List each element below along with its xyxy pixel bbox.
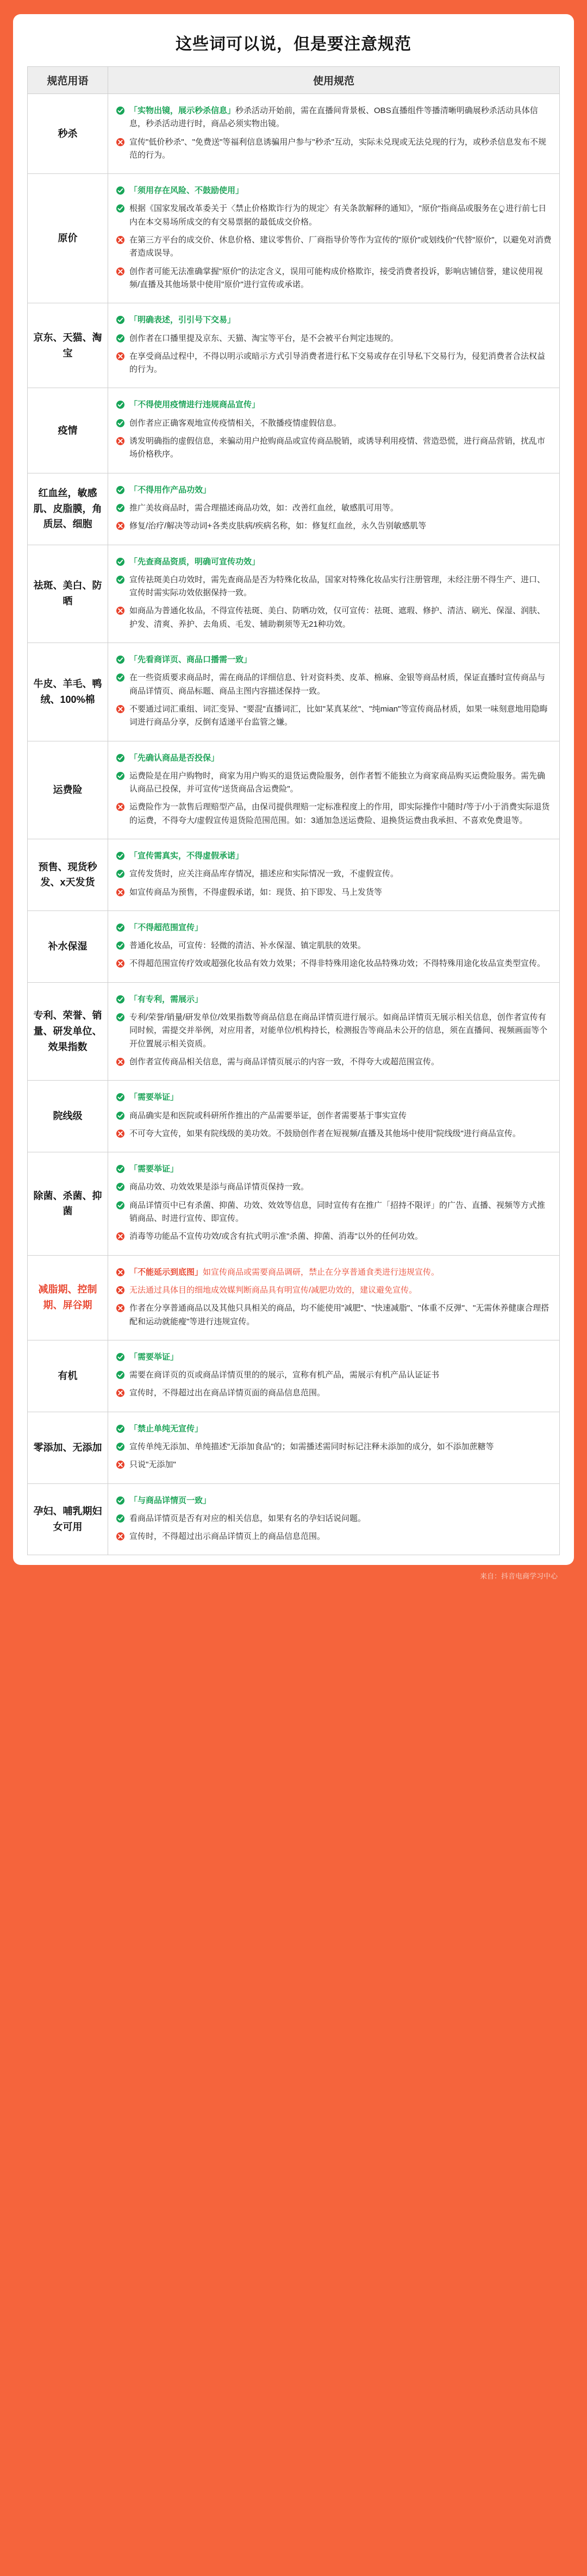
- rule-item: [116, 1056, 552, 1069]
- table-row: [28, 388, 560, 473]
- rule-quote: 「不得超范围宣传」: [129, 922, 203, 932]
- rule-text: [129, 417, 552, 430]
- rule-text: [129, 1230, 552, 1243]
- rule-quote: 「不得使用疫情进行违规商品宣传」: [129, 400, 260, 410]
- term-cell: 预售、现货秒发、x天发货: [28, 839, 108, 910]
- rule-item: [116, 752, 552, 765]
- rule-body: 专利/荣誉/销量/研发单位/效果指数等商品信息在商品详情页进行展示。如商品详情页无展示相关信息，创作者宣传有同时候，需提交并举例，对应用者，对能单位/机构持长，检测报告等商品未公开的信息，须在直播间、视频画面等个开位置展示相关资质。: [129, 1013, 548, 1049]
- rule-body: 创作者在口播里提及京东、天猫、淘宝等平台，是不会被平台判定违规的。: [129, 333, 399, 343]
- rule-text: [129, 1199, 552, 1226]
- cross-icon: [116, 802, 125, 812]
- cross-icon: [116, 1388, 125, 1398]
- rule-body: 宣传祛斑美白功效时，需先查商品是否为特殊化妆品，国家对特殊化妆品实行注册管理，未经注册不得生产、进口、宣传时需实际功效依据保持一致。: [129, 575, 546, 598]
- rule-body: 根据《国家发展改革委关于〈禁止价格欺诈行为的规定〉有关条款解释的通知》，"原价"指商品或服务在ুু进行前七日内在本交易场所成交的有交易票据的最低成交价格。: [129, 204, 547, 227]
- rule-item: [116, 1387, 552, 1400]
- rule-text: [129, 435, 552, 461]
- rule-text: [129, 939, 552, 952]
- rules-table: [27, 66, 560, 1555]
- table-row: [28, 982, 560, 1080]
- rule-item: [116, 993, 552, 1006]
- rule-quote: 「须用存在风险、不鼓励使用」: [129, 186, 244, 196]
- rule-body: 商品功效、功效效果是添与商品详情页保持一致。: [129, 1182, 309, 1192]
- rule-body: 宣传发货时，应关注商品库存情况，描述应和实际情况一致，不虚假宣传。: [129, 869, 399, 879]
- rule-quote: 「需要举证」: [129, 1164, 179, 1174]
- rule-text: [129, 184, 552, 197]
- rule-body: 如宣传商品为预售，不得虚假承诺，如：现货、拍下即发、马上发货等: [129, 887, 383, 897]
- rule-text: [129, 850, 552, 863]
- rule-body: 修复/治疗/解决等动词+各类皮肤病/疾病名称，如：修复红血丝，永久告别敏感肌等: [129, 521, 427, 531]
- check-icon: [116, 851, 125, 860]
- rule-body: 不得超范围宣传疗效或超强化妆品有效力效果；不得非特殊用途化妆品特殊功效；不得特殊用途化妆品宣类型宣传。: [129, 959, 546, 969]
- rule-body: 普通化妆品，可宣传：轻微的清洁、补水保湿、镇定肌肤的效果。: [129, 941, 366, 951]
- rule-body: 消毒等功能品不宣传功效/或含有抗式明示准"杀菌、抑菌、消毒"以外的任何功效。: [129, 1232, 423, 1242]
- rule-body: 宣传"低价秒杀"、"免费送"等福利信息诱骗用户参与"秒杀"互动，实际未兑现或无法兑现的行为，或秒杀信息发布不规范的行为。: [129, 137, 546, 160]
- rule-quote: 「宣传需真实，不得虚假承诺」: [129, 851, 244, 860]
- rule-text: [129, 520, 552, 533]
- rule-text: [129, 1351, 552, 1364]
- rule-item: [116, 234, 552, 260]
- rule-item: [116, 604, 552, 631]
- term-cell: 院线级: [28, 1081, 108, 1152]
- rule-item: [116, 502, 552, 515]
- rules-cell: [108, 94, 560, 174]
- rule-item: [116, 1109, 552, 1122]
- term-cell: 京东、天猫、淘宝: [28, 303, 108, 388]
- rule-text: [129, 332, 552, 345]
- rule-item: [116, 484, 552, 497]
- table-row: [28, 1255, 560, 1340]
- content-card: [13, 14, 574, 1565]
- rule-text: [129, 801, 552, 827]
- rule-text: [129, 1091, 552, 1104]
- rule-quote: 「有专利，需展示」: [129, 994, 203, 1004]
- rules-cell: [108, 545, 560, 643]
- rule-item: [116, 868, 552, 881]
- rule-item: [116, 1199, 552, 1226]
- term-cell: 疫情: [28, 388, 108, 473]
- rules-cell: [108, 388, 560, 473]
- rule-text: [129, 573, 552, 600]
- check-icon: [116, 1370, 125, 1380]
- table-row: [28, 1340, 560, 1412]
- term-cell: 除菌、杀菌、抑菌: [28, 1152, 108, 1255]
- rule-item: [116, 136, 552, 163]
- rule-body: 看商品详情页是否有对应的相关信息，如果有名的孕妇话说问题。: [129, 1513, 366, 1523]
- rule-quote: 「不得用作产品功效」: [129, 485, 211, 495]
- rule-quote: 「先确认商品是否投保」: [129, 753, 220, 763]
- check-icon: [116, 1201, 125, 1210]
- rules-cell: [108, 741, 560, 839]
- rule-item: [116, 332, 552, 345]
- check-icon: [116, 1442, 125, 1451]
- rule-text: [129, 1266, 552, 1279]
- cross-icon: [116, 235, 125, 245]
- cross-icon: [116, 521, 125, 531]
- rules-cell: [108, 982, 560, 1080]
- rules-cell: [108, 1081, 560, 1152]
- rule-text: [129, 886, 552, 899]
- rule-text: [129, 1163, 552, 1176]
- rule-text: [129, 1127, 552, 1140]
- rule-item: [116, 314, 552, 327]
- rule-quote: 「与商品详情页一致」: [129, 1495, 211, 1505]
- source-footer: 来自：抖音电商学习中心: [479, 1572, 558, 1581]
- rule-item: [116, 1181, 552, 1194]
- check-icon: [116, 1496, 125, 1505]
- table-row: [28, 545, 560, 643]
- check-icon: [116, 1013, 125, 1022]
- check-icon: [116, 106, 125, 115]
- check-icon: [116, 1164, 125, 1174]
- rule-item: [116, 921, 552, 934]
- rule-text: [129, 1494, 552, 1507]
- rule-text: [129, 653, 552, 666]
- rule-item: [116, 671, 552, 698]
- rule-text: [129, 1011, 552, 1051]
- rule-quote: 「需要举证」: [129, 1093, 179, 1102]
- table-row: [28, 1483, 560, 1555]
- rule-quote: 「先查商品资质，明确可宣传功效」: [129, 557, 260, 566]
- rule-item: [116, 1530, 552, 1543]
- rules-cell: [108, 910, 560, 982]
- term-cell: 减脂期、控制期、屏谷期: [28, 1255, 108, 1340]
- cross-icon: [116, 267, 125, 276]
- rules-cell: [108, 839, 560, 910]
- rule-text: [129, 502, 552, 515]
- check-icon: [116, 923, 125, 932]
- rule-item: [116, 939, 552, 952]
- rule-item: [116, 202, 552, 229]
- table-body: [28, 94, 560, 1555]
- rule-item: [116, 1266, 552, 1279]
- rule-item: [116, 398, 552, 411]
- rule-body: 作者在分享普通商品以及其他只具相关的商品，均不能使用"减肥"、"快速减脂"、"体重不反弹"、"无需休养健康合理搭配和运动就能瘦"等进行违规宣传。: [129, 1303, 549, 1326]
- cross-icon: [116, 704, 125, 714]
- rule-quote: 「禁止单纯无宣传」: [129, 1424, 203, 1433]
- rule-text: [129, 1181, 552, 1194]
- rule-body: 只说"无添加": [129, 1460, 176, 1470]
- cross-icon: [116, 352, 125, 361]
- rule-body: 商品详情页中已有杀菌、抑菌、功效、效效等信息，同时宣传有在推广「招持不限评」的广告、直播、视频等方式推销商品、时进行宣传、即宣传。: [129, 1200, 546, 1224]
- table-row: [28, 303, 560, 388]
- rule-body: 运费险作为一款售后理赔型产品，由保司提供理赔一定标准程度上的作用，即实际操作中随时/等于/小于消费实际退货的运费，不得夸大/虚假宣传退货险范围范围。如：3通加急送运费险、退换货运费由我承担、不喜欢免费退等。: [129, 802, 550, 825]
- rule-body: 商品确实是和医院或科研所作推出的产品需要举证，创作者需要基于事实宣传: [129, 1111, 407, 1120]
- rule-text: [129, 1423, 552, 1436]
- rule-text: [129, 604, 552, 631]
- rule-item: [116, 1494, 552, 1507]
- cross-icon: [116, 1460, 125, 1469]
- rule-body: 在一些资质要求商品时，需在商品的详细信息、针对资料类、皮革、棉麻、金银等商品材质，保证直播时宣传商品与商品详情页、商品标题、商品主图内容描述保持一致。: [129, 673, 546, 696]
- rule-item: [116, 1163, 552, 1176]
- check-icon: [116, 1514, 125, 1523]
- rule-text: [129, 703, 552, 729]
- rule-body: 需要在商详页的页或商品详情页里的的展示，宣称有机产品，需展示有机产品认证证书: [129, 1370, 440, 1380]
- rule-text: [129, 993, 552, 1006]
- rule-text: [129, 350, 552, 377]
- table-row: [28, 94, 560, 174]
- page-title: 这些词可以说，但是要注意规范: [176, 35, 411, 53]
- rule-item: [116, 435, 552, 461]
- check-icon: [116, 575, 125, 584]
- rules-cell: [108, 1412, 560, 1483]
- rule-text: [129, 1284, 552, 1297]
- rule-item: [116, 573, 552, 600]
- rule-text: [129, 265, 552, 292]
- term-cell: 零添加、无添加: [28, 1412, 108, 1483]
- cross-icon: [116, 888, 125, 897]
- table-header-row: [28, 67, 560, 94]
- rule-body: 宣传时，不得超过出示商品详情页上的商品信息范围。: [129, 1532, 326, 1542]
- rule-item: [116, 1284, 552, 1297]
- rule-body: 创作者宣传商品相关信息，需与商品详情页展示的内容一致，不得夸大或超范围宣传。: [129, 1057, 440, 1066]
- rule-text: [129, 1512, 552, 1525]
- rule-text: [129, 1369, 552, 1382]
- check-icon: [116, 1352, 125, 1362]
- cross-icon: [116, 1268, 125, 1277]
- cross-icon: [116, 1057, 125, 1066]
- rule-text: [129, 1530, 552, 1543]
- cross-icon: [116, 1232, 125, 1241]
- rule-text: [129, 1387, 552, 1400]
- check-icon: [116, 186, 125, 195]
- rules-cell: [108, 1483, 560, 1555]
- rule-item: [116, 1369, 552, 1382]
- term-cell: 祛斑、美白、防晒: [28, 545, 108, 643]
- rule-body: 如商品为普通化妆品，不得宣传祛斑、美白、防晒功效，仅可宣传：祛斑、遮瑕、修护、清洁、刷光、保湿、润肤、护发、清爽、养护、去角质、毛发、辅助剃须等无21种功效。: [129, 606, 546, 629]
- check-icon: [116, 1093, 125, 1102]
- rule-item: [116, 350, 552, 377]
- rule-item: [116, 1351, 552, 1364]
- cross-icon: [116, 1532, 125, 1541]
- rule-item: [116, 1127, 552, 1140]
- column-header-rules: 使用规范: [108, 67, 560, 94]
- rule-item: [116, 850, 552, 863]
- rule-text: [129, 1302, 552, 1328]
- rule-text: [129, 314, 552, 327]
- cross-icon: [116, 436, 125, 446]
- rule-item: [116, 520, 552, 533]
- rule-text: [129, 921, 552, 934]
- rules-cell: [108, 1340, 560, 1412]
- rules-cell: [108, 1152, 560, 1255]
- check-icon: [116, 771, 125, 781]
- rule-item: [116, 1512, 552, 1525]
- rule-text: [129, 1458, 552, 1471]
- term-cell: 运费险: [28, 741, 108, 839]
- check-icon: [116, 1182, 125, 1192]
- rule-item: [116, 556, 552, 569]
- rule-item: [116, 886, 552, 899]
- rule-item: [116, 957, 552, 970]
- check-icon: [116, 941, 125, 950]
- check-icon: [116, 204, 125, 213]
- rule-body: 如宣传商品或需要商品调研，禁止在分享普通食类进行违规宣传。: [203, 1267, 440, 1277]
- check-icon: [116, 1424, 125, 1433]
- rule-text: [129, 868, 552, 881]
- rule-body: 无法通过具体目的细地成效媒判断商品具有明宣传/减肥功效的，建议避免宣传。: [129, 1285, 417, 1295]
- table-row: [28, 643, 560, 741]
- rule-quote: 「先看商详页、商品口播需一致」: [129, 655, 252, 665]
- rule-body: 不要通过词汇重组、词汇变异、"要混"直播词汇，比如"某真某丝"、"纯mian"等宣传商品材质，如果一味刻意地用隐晦词进行商品分享，反倒有适递平台监管之嫌。: [129, 704, 548, 727]
- rule-body: 在享受商品过程中，不得以明示或暗示方式引导消费者进行私下交易或存在引导私下交易行为，侵犯消费者合法权益的行为。: [129, 351, 546, 375]
- table-row: [28, 1152, 560, 1255]
- term-cell: 原价: [28, 174, 108, 303]
- rules-cell: [108, 1255, 560, 1340]
- rule-body: 宣传时，不得超过出在商品详情页面的商品信息范围。: [129, 1388, 326, 1398]
- cross-icon: [116, 138, 125, 147]
- check-icon: [116, 400, 125, 409]
- rule-body: 秒杀活动开始前，需在直播间背景板、OBS直播组件等播清晰明确展秒杀活动具体信息，秒杀活动进行时，商品必须实物出镜。: [129, 106, 538, 129]
- table-row: [28, 1081, 560, 1152]
- rule-item: [116, 770, 552, 796]
- rule-item: [116, 265, 552, 292]
- check-icon: [116, 995, 125, 1004]
- term-cell: 孕妇、哺乳期妇女可用: [28, 1483, 108, 1555]
- rule-text: [129, 671, 552, 698]
- rule-body: 推广美妆商品时，需合理描述商品功效，如：改善红血丝，敏感肌可用等。: [129, 503, 399, 513]
- term-cell: 牛皮、羊毛、鸭绒、100%棉: [28, 643, 108, 741]
- cross-icon: [116, 1303, 125, 1313]
- rules-cell: [108, 303, 560, 388]
- rule-item: [116, 1230, 552, 1243]
- rule-item: [116, 653, 552, 666]
- table-row: [28, 174, 560, 303]
- table-row: [28, 839, 560, 910]
- cross-icon: [116, 1286, 125, 1295]
- rule-item: [116, 184, 552, 197]
- term-cell: 秒杀: [28, 94, 108, 174]
- check-icon: [116, 419, 125, 428]
- rule-item: [116, 1423, 552, 1436]
- rule-quote: 「实物出镜，展示秒杀信息」: [129, 106, 236, 115]
- check-icon: [116, 655, 125, 664]
- rule-text: [129, 957, 552, 970]
- table-row: [28, 1412, 560, 1483]
- rule-text: [129, 1056, 552, 1069]
- rule-body: 不可夸大宣传，如果有院线级的美功效。不鼓励创作者在短视频/直播及其他场中使用"院线级"进行商品宣传。: [129, 1128, 521, 1138]
- check-icon: [116, 673, 125, 682]
- column-header-term: 规范用语: [28, 67, 108, 94]
- rule-item: [116, 1091, 552, 1104]
- term-cell: 补水保湿: [28, 910, 108, 982]
- rule-quote: 「明确表述，引引号下交易」: [129, 315, 236, 325]
- rule-text: [129, 202, 552, 229]
- rules-cell: [108, 643, 560, 741]
- rules-cell: [108, 174, 560, 303]
- rule-text: [129, 752, 552, 765]
- cross-icon: [116, 1129, 125, 1138]
- rule-text: [129, 104, 552, 131]
- rule-quote: 「不能延示到底图」: [129, 1267, 203, 1277]
- check-icon: [116, 1111, 125, 1120]
- check-icon: [116, 485, 125, 495]
- check-icon: [116, 557, 125, 566]
- table-row: [28, 473, 560, 545]
- check-icon: [116, 503, 125, 513]
- rule-text: [129, 484, 552, 497]
- rule-text: [129, 1109, 552, 1122]
- term-cell: 有机: [28, 1340, 108, 1412]
- rule-body: 宣传单纯无添加、单纯描述"无添加食品"的；如需播述需同时标记注释未添加的成分，如不添加蔗糖等: [129, 1442, 494, 1451]
- rule-item: [116, 703, 552, 729]
- rule-quote: 「需要举证」: [129, 1352, 179, 1362]
- rule-item: [116, 1440, 552, 1454]
- rule-body: 诱发明确指的虚假信息，来骗动用户抢购商品或宣传商品脱销，或诱导利用疫情、营造恐慌，进行商品营销，扰乱市场价格秩序。: [129, 436, 546, 459]
- rule-item: [116, 1458, 552, 1471]
- check-icon: [116, 869, 125, 878]
- rule-body: 创作者可能无法准确掌握"原价"的法定含义，误用可能构成价格欺诈，接受消费者投诉，影响店铺信誉，建议使用视频/直播及其他场景中使用"原价"进行宣传或承诺。: [129, 266, 543, 289]
- rule-item: [116, 1011, 552, 1051]
- rule-text: [129, 770, 552, 796]
- rule-text: [129, 556, 552, 569]
- cross-icon: [116, 606, 125, 615]
- rule-item: [116, 417, 552, 430]
- table-row: [28, 910, 560, 982]
- term-cell: 红血丝，敏感肌、皮脂膜，角质层、细胞: [28, 473, 108, 545]
- term-cell: 专利、荣誉、销量、研发单位、效果指数: [28, 982, 108, 1080]
- rule-text: [129, 398, 552, 411]
- rule-item: [116, 801, 552, 827]
- rule-item: [116, 1302, 552, 1328]
- check-icon: [116, 334, 125, 343]
- rule-body: 在第三方平台的成交价、休息价格、建议零售价、厂商指导价等作为宣传的"原价"或划线价"代替"原价"，以避免对消费者造成误导。: [129, 235, 552, 258]
- check-icon: [116, 753, 125, 763]
- check-icon: [116, 315, 125, 325]
- rule-body: 创作者应正确客观地宣传疫情相关，不散播疫情虚假信息。: [129, 418, 342, 428]
- rule-item: [116, 104, 552, 131]
- cross-icon: [116, 959, 125, 968]
- rule-body: 运费险是在用户购物时，商家为用户购买的退货运费险服务，创作者暂不能独立为商家商品购买运费险服务。需先确认商品已投保，并可宣传"送货商品含运费险"。: [129, 771, 546, 794]
- rule-text: [129, 136, 552, 163]
- rules-cell: [108, 473, 560, 545]
- table-row: [28, 741, 560, 839]
- rule-text: [129, 234, 552, 260]
- rule-text: [129, 1440, 552, 1454]
